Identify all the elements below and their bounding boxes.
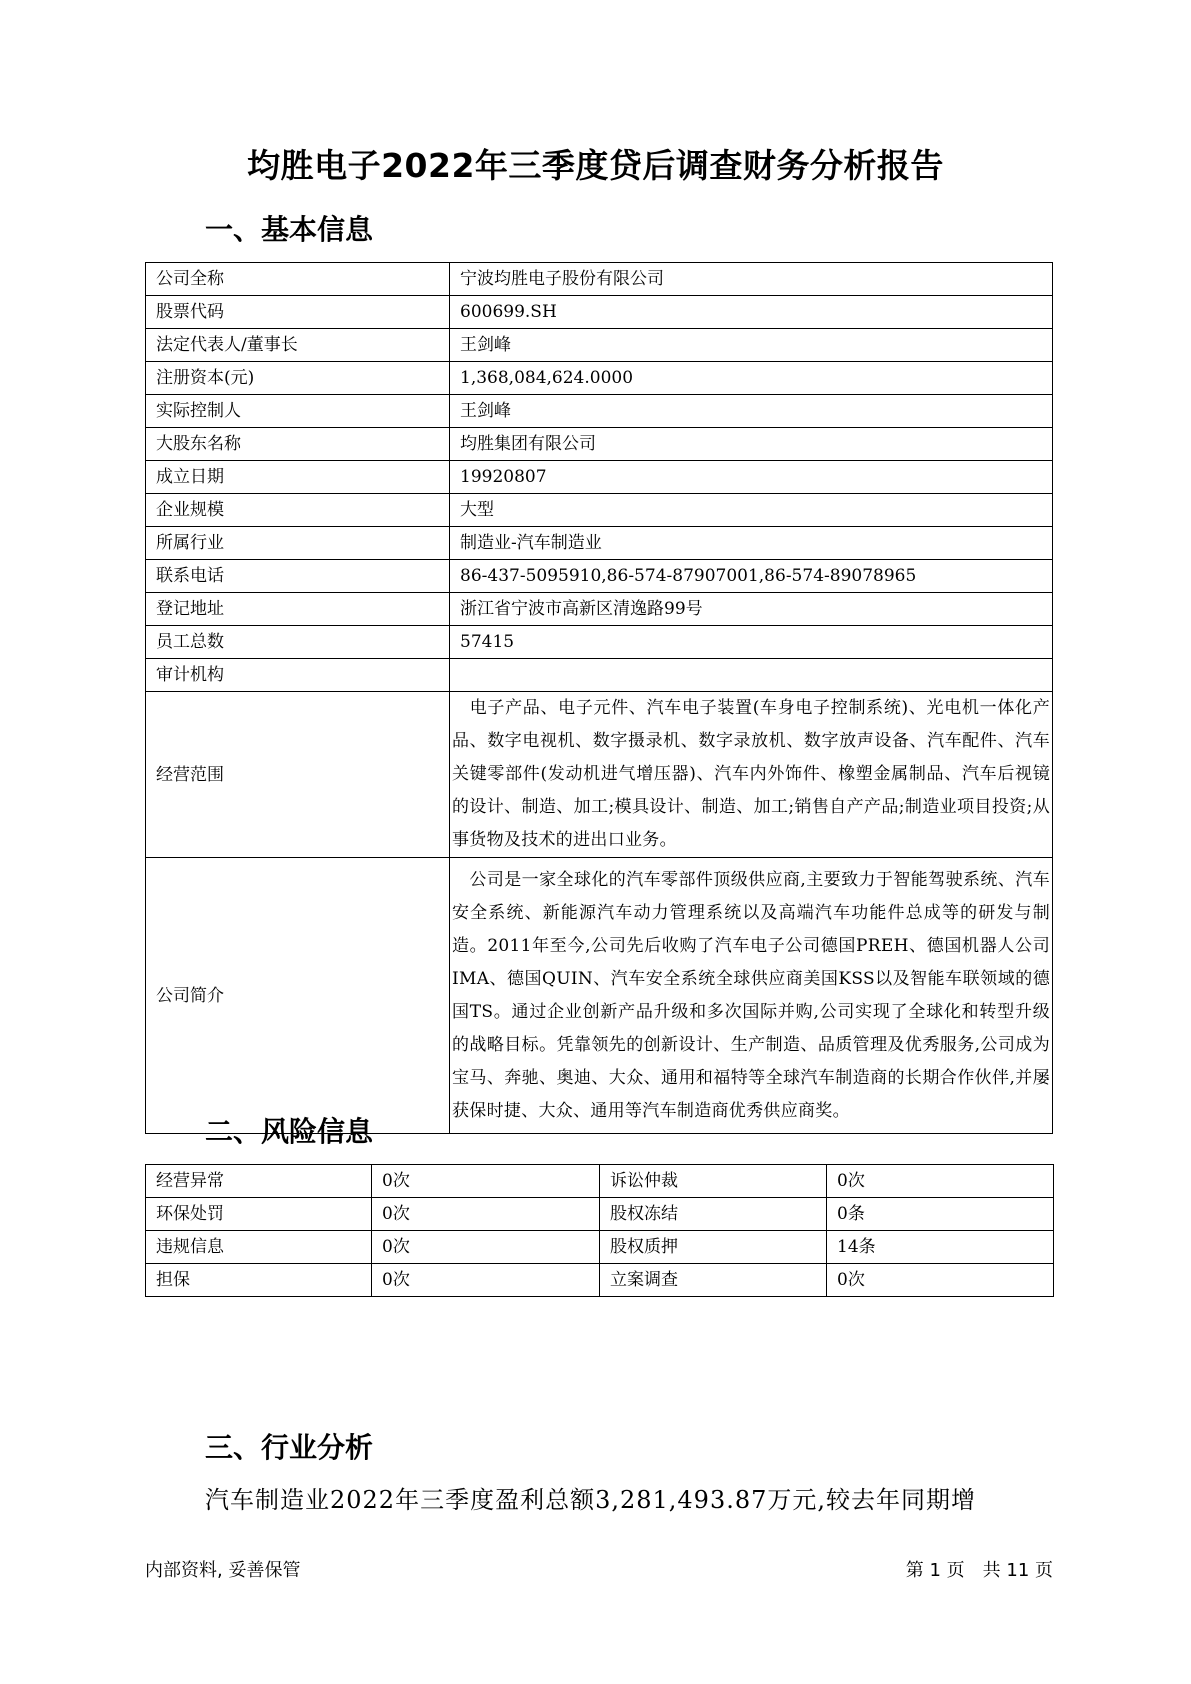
table-row [146, 1165, 1054, 1198]
table-row [146, 593, 1053, 626]
row-value: 86-437-5095910,86-574-87907001,86-574-89078965 [450, 560, 1053, 593]
risk-info-table [145, 1164, 1054, 1297]
row-value [450, 659, 1053, 692]
table-row [146, 263, 1053, 296]
footer-confidential-note: 内部资料, 妥善保管 [145, 1560, 301, 1581]
table-row [146, 1264, 1054, 1297]
risk-label: 违规信息 [146, 1231, 372, 1264]
report-title: 均胜电子2022年三季度贷后调查财务分析报告 [247, 146, 944, 185]
risk-label: 环保处罚 [146, 1198, 372, 1231]
row-value: 57415 [450, 626, 1053, 659]
table-row [146, 494, 1053, 527]
row-label: 企业规模 [146, 494, 450, 527]
row-label: 注册资本(元) [146, 362, 450, 395]
risk-value: 0次 [372, 1165, 600, 1198]
row-label: 实际控制人 [146, 395, 450, 428]
risk-value: 0条 [827, 1198, 1054, 1231]
table-row [146, 527, 1053, 560]
table-row [146, 362, 1053, 395]
row-label: 法定代表人/董事长 [146, 329, 450, 362]
table-row [146, 461, 1053, 494]
table-row [146, 560, 1053, 593]
table-row [146, 692, 1053, 858]
basic-info-table [145, 262, 1053, 1134]
risk-value: 0次 [827, 1264, 1054, 1297]
risk-value: 14条 [827, 1231, 1054, 1264]
row-label: 登记地址 [146, 593, 450, 626]
row-value: 19920807 [450, 461, 1053, 494]
row-label: 股票代码 [146, 296, 450, 329]
risk-value: 0次 [372, 1198, 600, 1231]
table-row [146, 428, 1053, 461]
row-value: 制造业-汽车制造业 [450, 527, 1053, 560]
risk-label: 股权质押 [600, 1231, 827, 1264]
risk-label: 经营异常 [146, 1165, 372, 1198]
row-label: 经营范围 [146, 692, 450, 858]
table-row [146, 626, 1053, 659]
section-heading-basic-info: 一、基本信息 [205, 213, 374, 246]
risk-label: 股权冻结 [600, 1198, 827, 1231]
risk-label: 立案调查 [600, 1264, 827, 1297]
company-profile-text: 公司是一家全球化的汽车零部件顶级供应商,主要致力于智能驾驶系统、汽车安全系统、新能源汽车动力管理系统以及高端汽车功能件总成等的研发与制造。2011年至今,公司先后收购了汽车电子公司德国PREH、德国机器人公司IMA、德国QUIN、汽车安全系统全球供应商美国KSS以及智能车联领域的德国TS。通过企业创新产品升级和多次国际并购,公司实现了全球化和转型升级的战略目标。凭靠领先的创新设计、生产制造、品质管理及优秀服务,公司成为宝马、奔驰、奥迪、大众、通用和福特等全球汽车制造商的长期合作伙伴,并屡获保时捷、大众、通用等汽车制造商优秀供应商奖。 [450, 858, 1053, 1134]
row-label: 审计机构 [146, 659, 450, 692]
risk-value: 0次 [372, 1231, 600, 1264]
table-row [146, 1198, 1054, 1231]
row-label: 公司简介 [146, 858, 450, 1134]
section-heading-industry-analysis: 三、行业分析 [205, 1431, 374, 1464]
risk-label: 担保 [146, 1264, 372, 1297]
risk-value: 0次 [827, 1165, 1054, 1198]
table-row [146, 1231, 1054, 1264]
table-row [146, 858, 1053, 1134]
business-scope-text: 电子产品、电子元件、汽车电子装置(车身电子控制系统)、光电机一体化产品、数字电视机、数字摄录机、数字录放机、数字放声设备、汽车配件、汽车关键零部件(发动机进气增压器)、汽车内外饰件、橡塑金属制品、汽车后视镜的设计、制造、加工;模具设计、制造、加工;销售自产产品;制造业项目投资;从事货物及技术的进出口业务。 [450, 692, 1053, 858]
row-value: 大型 [450, 494, 1053, 527]
row-label: 成立日期 [146, 461, 450, 494]
row-label: 所属行业 [146, 527, 450, 560]
row-value: 均胜集团有限公司 [450, 428, 1053, 461]
row-label: 员工总数 [146, 626, 450, 659]
row-label: 大股东名称 [146, 428, 450, 461]
risk-label: 诉讼仲裁 [600, 1165, 827, 1198]
footer-page-number: 第 1 页 共 11 页 [905, 1560, 1053, 1581]
table-row [146, 329, 1053, 362]
table-row [146, 659, 1053, 692]
row-label: 公司全称 [146, 263, 450, 296]
table-row [146, 296, 1053, 329]
row-value: 浙江省宁波市高新区清逸路99号 [450, 593, 1053, 626]
table-row [146, 395, 1053, 428]
row-label: 联系电话 [146, 560, 450, 593]
section-heading-risk-info: 二、风险信息 [205, 1115, 374, 1148]
row-value: 宁波均胜电子股份有限公司 [450, 263, 1053, 296]
risk-value: 0次 [372, 1264, 600, 1297]
industry-analysis-paragraph: 汽车制造业2022年三季度盈利总额3,281,493.87万元,较去年同期增 [205, 1486, 977, 1514]
row-value: 王剑峰 [450, 329, 1053, 362]
row-value: 600699.SH [450, 296, 1053, 329]
row-value: 王剑峰 [450, 395, 1053, 428]
row-value: 1,368,084,624.0000 [450, 362, 1053, 395]
